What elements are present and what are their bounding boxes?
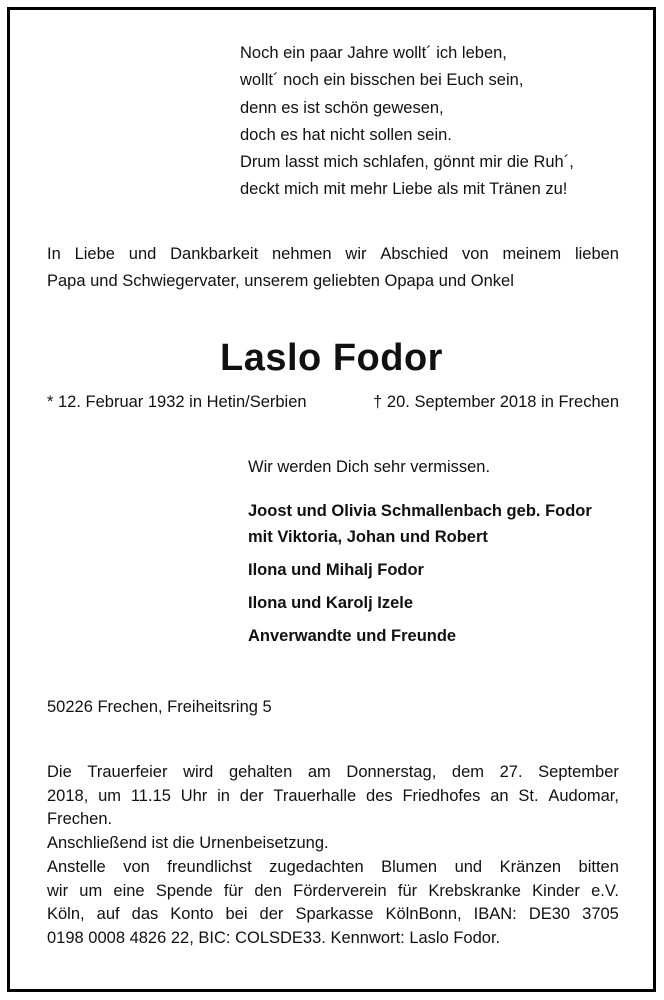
word: für (397, 881, 418, 900)
word: Spende (155, 881, 213, 900)
word: 2018, (47, 786, 89, 805)
word: Die (47, 763, 72, 781)
word: Trauerfeier (87, 763, 168, 781)
word: des (366, 786, 393, 805)
word: Friedhofes (402, 786, 481, 805)
life-dates (47, 391, 619, 413)
word: wir (345, 245, 367, 263)
word: IBAN: (473, 905, 517, 924)
mourner: Anverwandte und Freunde (248, 627, 457, 645)
word: dem (451, 763, 485, 781)
word: St. (518, 786, 539, 805)
word: Abschied (380, 245, 449, 263)
word: bitten (578, 857, 619, 876)
poem (240, 40, 574, 204)
deceased-name: Laslo Fodor (220, 337, 443, 379)
word: Kränzen (499, 857, 562, 876)
word: Audomar, (548, 786, 619, 805)
word: 11.15 (130, 786, 171, 805)
word: September (538, 763, 619, 781)
word: Donnerstag, (346, 763, 437, 781)
word: der (259, 905, 284, 924)
word: von (123, 857, 150, 876)
poem-line: deckt mich mit mehr Liebe als mit Tränen zu! (240, 180, 568, 199)
intro-line-2: Papa und Schwiegervater, unserem geliebten Opapa und Onkel (47, 272, 514, 290)
funeral-info (47, 761, 619, 951)
word: wird (183, 763, 214, 781)
funeral-line (47, 856, 619, 880)
word: um (98, 786, 122, 805)
word: Kinder (532, 881, 580, 900)
word: freundlichst (167, 857, 252, 876)
miss-text: Wir werden Dich sehr vermissen. (248, 458, 491, 476)
address: 50226 Frechen, Freiheitsring 5 (47, 698, 272, 716)
word: an (490, 786, 509, 805)
word: wir (47, 881, 69, 900)
word: meinem (502, 245, 562, 263)
funeral-line: Frechen. (47, 810, 113, 829)
word: KölnBonn, (385, 905, 462, 924)
word: auf (96, 905, 120, 924)
word: um (79, 881, 103, 900)
birth-date: * 12. Februar 1932 in Hetin/Serbien (47, 393, 307, 411)
poem-line: Noch ein paar Jahre wollt´ ich leben, (240, 44, 507, 62)
word: in (217, 786, 230, 805)
word: für (223, 881, 244, 900)
word: Krebskranke (428, 881, 521, 900)
death-date: † 20. September 2018 in Frechen (373, 393, 619, 411)
funeral-line: Anschließend ist die Urnenbeisetzung. (47, 834, 329, 853)
word: lieben (574, 245, 619, 263)
funeral-line (47, 880, 619, 904)
funeral-line (47, 903, 619, 927)
word: Liebe (74, 245, 115, 263)
word: der (239, 786, 264, 805)
poem-line: doch es hat nicht sollen sein. (240, 125, 452, 144)
poem-line: wollt´ noch ein bisschen bei Euch sein, (240, 71, 524, 90)
mourner: Joost und Olivia Schmallenbach geb. Fodor (248, 502, 592, 520)
funeral-line (47, 785, 619, 809)
mourner: mit Viktoria, Johan und Robert (248, 528, 488, 546)
word: am (307, 763, 331, 781)
word: nehmen (271, 245, 332, 263)
word: e.V. (591, 881, 619, 900)
intro-line-1 (47, 241, 619, 268)
word: DE30 (528, 905, 571, 924)
word: Trauerhalle (273, 786, 357, 805)
word: eine (113, 881, 145, 900)
word: In (47, 245, 61, 263)
word: gehalten (228, 763, 293, 781)
word: den (254, 881, 282, 900)
word: Köln, (47, 905, 85, 924)
word: Anstelle (47, 857, 106, 876)
funeral-line (47, 761, 619, 785)
word: Förderverein (293, 881, 387, 900)
farewell-intro (47, 241, 619, 295)
word: 27. (499, 763, 523, 781)
word: Uhr (180, 786, 208, 805)
word: Konto (170, 905, 214, 924)
obituary-notice (7, 7, 656, 992)
word: Sparkasse (295, 905, 374, 924)
word: bei (225, 905, 248, 924)
funeral-line: 0198 0008 4826 22, BIC: COLSDE33. Kennwort: Laslo Fodor. (47, 928, 501, 947)
word: und (454, 857, 483, 876)
mourners-list (248, 498, 592, 656)
poem-line: Drum lasst mich schlafen, gönnt mir die Ruh´, (240, 153, 574, 172)
mourner: Ilona und Karolj Izele (248, 594, 414, 612)
word: 3705 (582, 905, 619, 924)
word: das (131, 905, 159, 924)
word: zugedachten (269, 857, 364, 876)
word: Dankbarkeit (170, 245, 259, 263)
word: und (128, 245, 157, 263)
word: von (462, 245, 489, 263)
mourner: Ilona und Mihalj Fodor (248, 561, 424, 579)
word: Blumen (381, 857, 438, 876)
poem-line: denn es ist schön gewesen, (240, 98, 444, 117)
